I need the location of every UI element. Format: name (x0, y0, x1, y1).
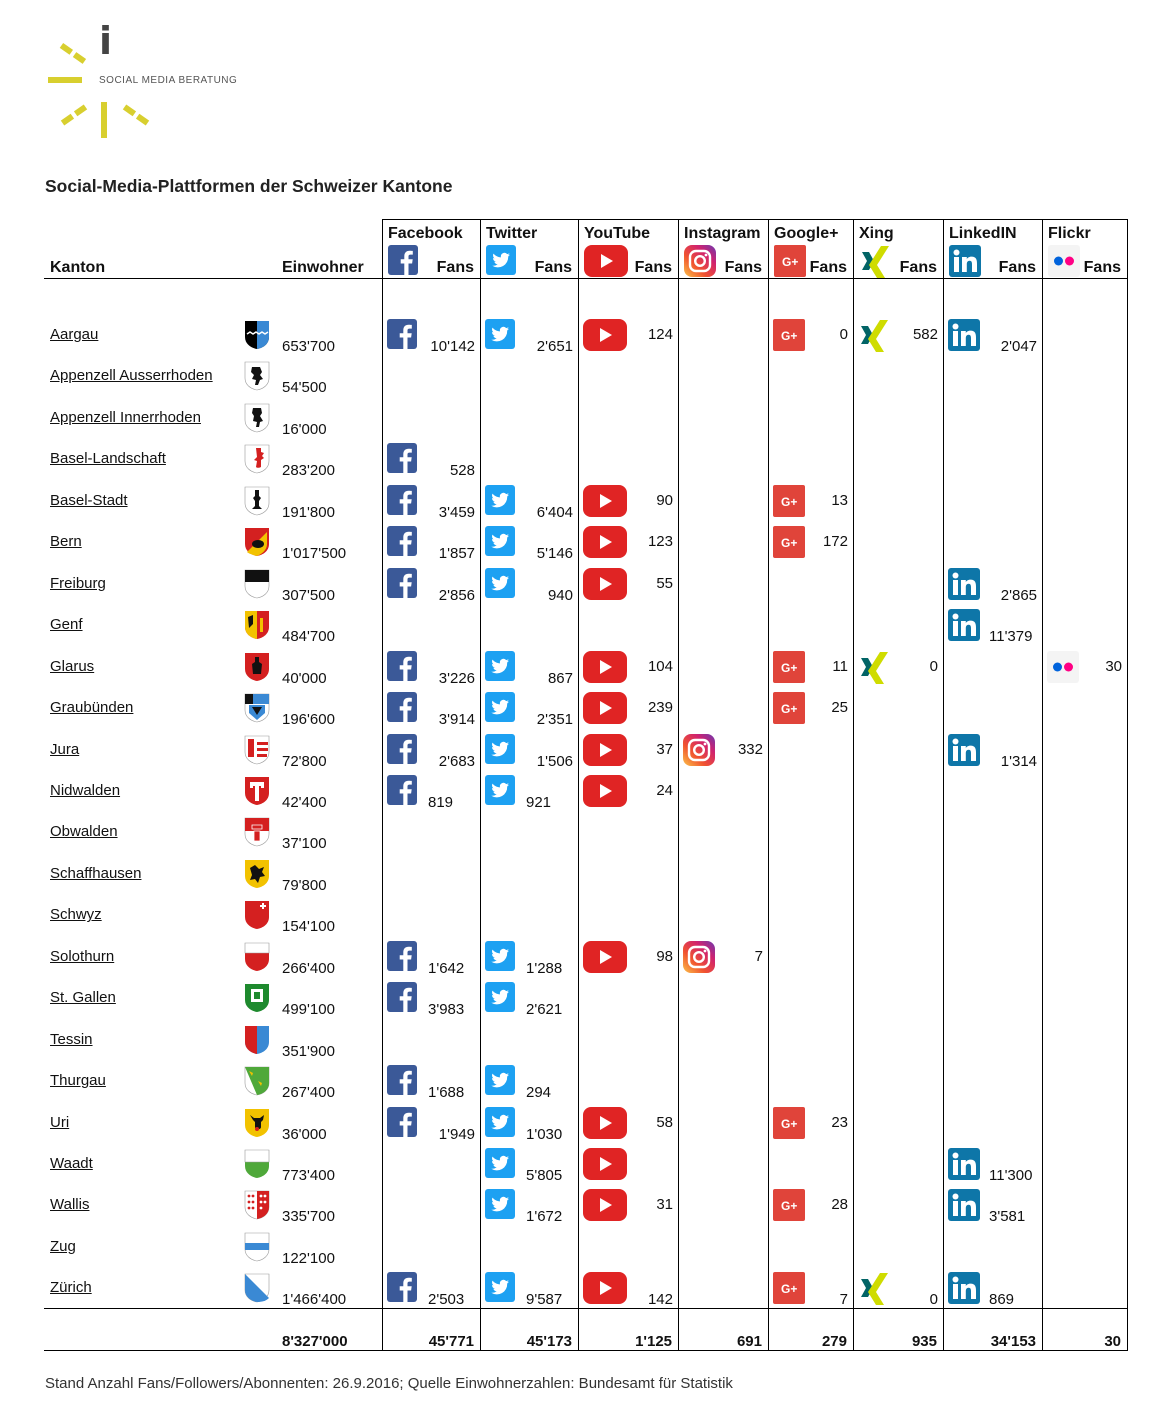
googleplus-fans-value: 11 (832, 657, 848, 675)
header-googleplus: Google+ (774, 225, 839, 242)
grid-line (44, 278, 1127, 279)
appenzell-innerrhoden-crest-icon (244, 403, 270, 433)
glarus-crest-icon (244, 652, 270, 682)
linkedin-icon[interactable] (948, 1189, 978, 1219)
einwohner-value: 40'000 (282, 669, 327, 687)
kanton-link[interactable]: Solothurn (50, 947, 115, 965)
header-youtube-fans: Fans (634, 259, 672, 276)
facebook-fans-value: 528 (449, 462, 475, 480)
kanton-link[interactable]: Genf (50, 616, 83, 634)
solothurn-crest-icon (244, 942, 270, 972)
youtube-fans-value: 90 (656, 491, 673, 509)
kanton-link[interactable]: Jura (50, 740, 80, 758)
einwohner-value: 283'200 (282, 462, 335, 480)
table-row (0, 823, 1173, 864)
kanton-link[interactable]: Thurgau (50, 1072, 106, 1090)
googleplus-fans-value: 0 (839, 326, 848, 343)
linkedin-icon[interactable] (948, 1272, 978, 1302)
st-gallen-crest-icon (244, 983, 270, 1013)
total-googleplus: 279 (821, 1333, 847, 1350)
kanton-link[interactable]: Nidwalden (50, 781, 121, 799)
kanton-link[interactable]: Tessin (50, 1030, 93, 1048)
xing-fans-value: 582 (912, 326, 938, 343)
svg-text:G+: G+ (782, 255, 799, 269)
googleplus-fans-value: 13 (831, 491, 848, 509)
wallis-crest-icon (244, 1190, 270, 1220)
facebook-fans-value: 1'949 (438, 1125, 475, 1143)
xing-fans-value: 0 (929, 657, 938, 675)
twitter-fans-value: 294 (526, 1084, 552, 1102)
einwohner-value: 191'800 (282, 503, 335, 521)
kanton-link[interactable]: Uri (50, 1113, 70, 1131)
einwohner-value: 154'100 (282, 918, 335, 936)
table-row (0, 782, 1173, 823)
header-facebook: Facebook (388, 225, 463, 242)
table-row (0, 367, 1173, 408)
kanton-link[interactable]: Zürich (50, 1279, 92, 1297)
svg-text:G+: G+ (781, 536, 798, 551)
twitter-fans-value: 6'404 (536, 503, 573, 521)
total-facebook: 45'771 (428, 1333, 474, 1350)
einwohner-value: 42'400 (282, 793, 327, 811)
twitter-fans-value: 867 (547, 669, 573, 687)
youtube-fans-value: 124 (647, 326, 673, 343)
total-linkedin: 34'153 (990, 1333, 1036, 1350)
twitter-fans-value: 2'351 (536, 711, 573, 729)
einwohner-value: 266'400 (282, 959, 335, 977)
basel-stadt-crest-icon (244, 486, 270, 516)
obwalden-crest-icon (244, 817, 270, 847)
youtube-fans-value: 123 (647, 533, 673, 551)
googleplus-fans-value: 28 (831, 1196, 848, 1214)
total-xing: 935 (911, 1333, 937, 1350)
facebook-fans-value: 2'856 (438, 586, 475, 604)
zug-crest-icon (244, 1232, 270, 1262)
zuerich-crest-icon (244, 1273, 270, 1303)
googleplus-fans-value: 25 (831, 699, 848, 717)
twitter-icon[interactable] (485, 1065, 515, 1095)
facebook-fans-value: 3'226 (438, 669, 475, 687)
header-linkedin-fans: Fans (998, 259, 1036, 276)
twitter-icon[interactable] (485, 1107, 515, 1137)
twitter-fans-value: 1'030 (526, 1125, 563, 1143)
youtube-fans-value: 31 (656, 1196, 673, 1214)
einwohner-value: 16'000 (282, 420, 327, 438)
twitter-fans-value: 1'288 (526, 959, 563, 977)
genf-crest-icon (244, 610, 270, 640)
facebook-icon[interactable] (387, 1272, 417, 1302)
twitter-icon[interactable] (485, 1148, 515, 1178)
twitter-icon[interactable] (485, 941, 515, 971)
schaffhausen-crest-icon (244, 859, 270, 889)
nidwalden-crest-icon (244, 776, 270, 806)
svg-text:G+: G+ (781, 1199, 798, 1214)
waadt-crest-icon (244, 1149, 270, 1179)
facebook-fans-value: 2'503 (428, 1291, 465, 1309)
kanton-link[interactable]: Basel-Stadt (50, 491, 128, 509)
twitter-fans-value: 940 (547, 586, 573, 604)
youtube-icon[interactable] (583, 1148, 613, 1178)
facebook-icon[interactable] (387, 982, 417, 1012)
footnote: Stand Anzahl Fans/Followers/Abonnenten: 26.9.2016; Quelle Einwohnerzahlen: Bundesamt für Statistik (45, 1375, 733, 1392)
basel-landschaft-crest-icon (244, 444, 270, 474)
kanton-link[interactable]: Graubünden (50, 699, 134, 717)
linkedin-fans-value: 2'865 (1000, 586, 1037, 604)
kanton-link[interactable]: Bern (50, 533, 82, 551)
xing-fans-value: 0 (929, 1291, 938, 1309)
header-facebook-fans: Fans (436, 259, 474, 276)
facebook-fans-value: 1'688 (428, 1084, 465, 1102)
table-row (0, 1196, 1173, 1237)
facebook-fans-value: 3'459 (438, 503, 475, 521)
table-row (0, 865, 1173, 906)
facebook-fans-value: 3'983 (428, 1001, 465, 1019)
header-einwohner: Einwohner (282, 259, 364, 276)
einwohner-value: 267'400 (282, 1084, 335, 1102)
table-row (0, 1031, 1173, 1072)
einwohner-value: 351'900 (282, 1042, 335, 1060)
table-row (0, 948, 1173, 989)
youtube-fans-value: 239 (647, 699, 673, 717)
instagram-fans-value: 7 (754, 947, 763, 965)
facebook-icon[interactable] (387, 941, 417, 971)
twitter-fans-value: 921 (526, 793, 552, 811)
header-xing: Xing (859, 225, 894, 242)
kanton-link[interactable]: St. Gallen (50, 989, 116, 1007)
einwohner-value: 484'700 (282, 628, 335, 646)
table-row (0, 326, 1173, 367)
twitter-icon[interactable] (485, 1272, 515, 1302)
twitter-icon[interactable] (485, 1189, 515, 1219)
uri-crest-icon (244, 1108, 270, 1138)
twitter-fans-value: 5'146 (536, 545, 573, 563)
youtube-fans-value: 55 (656, 574, 673, 592)
googleplus-fans-value: 7 (839, 1291, 848, 1309)
youtube-fans-value: 104 (647, 657, 673, 675)
kanton-link[interactable]: Wallis (50, 1196, 90, 1214)
youtube-fans-value: 37 (656, 740, 673, 758)
googleplus-fans-value: 172 (822, 533, 848, 551)
kanton-link[interactable]: Appenzell Ausserrhoden (50, 367, 213, 385)
twitter-fans-value: 1'506 (536, 752, 573, 770)
flickr-fans-value: 30 (1105, 657, 1122, 675)
linkedin-fans-value: 11'300 (989, 1167, 1033, 1184)
header-twitter-fans: Fans (534, 259, 572, 276)
twitter-icon[interactable] (485, 982, 515, 1012)
aargau-crest-icon (244, 320, 270, 350)
schwyz-crest-icon (244, 900, 270, 930)
bern-crest-icon (244, 527, 270, 557)
einwohner-value: 196'600 (282, 711, 335, 729)
tessin-crest-icon (244, 1025, 270, 1055)
header-flickr: Flickr (1048, 225, 1091, 242)
facebook-icon[interactable] (387, 775, 417, 805)
twitter-fans-value: 1'672 (526, 1208, 563, 1226)
twitter-fans-value: 5'805 (526, 1167, 563, 1184)
facebook-icon[interactable] (387, 1065, 417, 1095)
einwohner-value: 79'800 (282, 876, 327, 894)
table-row (0, 575, 1173, 616)
facebook-fans-value: 1'857 (438, 545, 475, 563)
einwohner-value: 307'500 (282, 586, 335, 604)
header-twitter: Twitter (486, 225, 538, 242)
thurgau-crest-icon (244, 1066, 270, 1096)
header-linkedin: LinkedIN (949, 225, 1017, 242)
linkedin-fans-value: 869 (989, 1291, 1015, 1309)
table-row (0, 1279, 1173, 1320)
einwohner-value: 653'700 (282, 338, 335, 355)
linkedin-fans-value: 11'379 (989, 628, 1033, 646)
svg-text:G+: G+ (781, 1116, 798, 1131)
einwohner-value: 122'100 (282, 1249, 335, 1267)
youtube-fans-value: 142 (647, 1291, 673, 1309)
graubuenden-crest-icon (244, 693, 270, 723)
linkedin-fans-value: 1'314 (1000, 752, 1037, 770)
einwohner-value: 1'466'400 (282, 1291, 347, 1309)
einwohner-value: 72'800 (282, 752, 327, 770)
kanton-link[interactable]: Appenzell Innerrhoden (50, 408, 201, 426)
header-instagram-fans: Fans (724, 259, 762, 276)
appenzell-ausserrhoden-crest-icon (244, 361, 270, 391)
header-instagram: Instagram (684, 225, 761, 242)
svg-text:G+: G+ (781, 329, 798, 343)
linkedin-icon[interactable] (948, 609, 978, 639)
header-youtube: YouTube (584, 225, 651, 242)
linkedin-fans-value: 2'047 (1000, 338, 1037, 355)
einwohner-value: 37'100 (282, 835, 327, 853)
kanton-link[interactable]: Waadt (50, 1155, 93, 1172)
einwohner-value: 1'017'500 (282, 545, 347, 563)
kanton-link[interactable]: Schwyz (50, 906, 102, 924)
einwohner-value: 499'100 (282, 1001, 335, 1019)
kanton-link[interactable]: Aargau (50, 326, 99, 343)
twitter-fans-value: 2'651 (536, 338, 573, 355)
header-xing-fans: Fans (899, 259, 937, 276)
page-title: Social-Media-Plattformen der Schweizer Kantone (45, 176, 453, 196)
svg-text:G+: G+ (781, 702, 798, 717)
twitter-fans-value: 2'621 (526, 1001, 563, 1019)
twitter-fans-value: 9'587 (526, 1291, 563, 1309)
youtube-fans-value: 58 (656, 1113, 673, 1131)
total-youtube: 1'125 (635, 1333, 672, 1350)
youtube-fans-value: 98 (656, 947, 673, 965)
table-row (0, 409, 1173, 450)
einwohner-value: 335'700 (282, 1208, 335, 1226)
kanton-link[interactable]: Glarus (50, 657, 95, 675)
svg-text:G+: G+ (781, 1282, 798, 1297)
grid-line (44, 1350, 1127, 1351)
facebook-fans-value: 3'914 (438, 711, 475, 729)
facebook-fans-value: 819 (428, 793, 454, 811)
header-googleplus-fans: Fans (809, 259, 847, 276)
total-twitter: 45'173 (526, 1333, 572, 1350)
total-einwohner: 8'327'000 (282, 1333, 348, 1350)
header-flickr-fans: Fans (1083, 259, 1121, 276)
einwohner-value: 54'500 (282, 379, 327, 397)
einwohner-value: 773'400 (282, 1167, 335, 1184)
kanton-link[interactable]: Obwalden (50, 823, 118, 841)
total-flickr: 30 (1104, 1333, 1121, 1350)
kanton-link[interactable]: Schaffhausen (50, 864, 142, 882)
kanton-link[interactable]: Basel-Landschaft (50, 450, 166, 468)
header-kanton: Kanton (50, 259, 106, 276)
linkedin-icon[interactable] (948, 1148, 978, 1178)
youtube-fans-value: 24 (656, 781, 673, 799)
googleplus-fans-value: 23 (831, 1113, 848, 1131)
facebook-fans-value: 1'642 (428, 959, 465, 977)
freiburg-crest-icon (244, 569, 270, 599)
kanton-link[interactable]: Zug (50, 1237, 76, 1255)
kanton-link[interactable]: Freiburg (50, 574, 106, 592)
svg-text:G+: G+ (781, 660, 798, 675)
table-row (0, 989, 1173, 1030)
grid-line (382, 219, 1127, 220)
einwohner-value: 36'000 (282, 1125, 327, 1143)
twitter-icon[interactable] (485, 775, 515, 805)
jura-crest-icon (244, 735, 270, 765)
logo-text: SOCIAL MEDIA BERATUNG (99, 75, 238, 86)
instagram-fans-value: 332 (737, 740, 763, 758)
logo-letter: i (99, 19, 113, 63)
linkedin-fans-value: 3'581 (989, 1208, 1026, 1226)
facebook-fans-value: 10'142 (430, 338, 475, 355)
svg-text:G+: G+ (781, 494, 798, 509)
facebook-fans-value: 2'683 (438, 752, 475, 770)
total-instagram: 691 (736, 1333, 762, 1350)
